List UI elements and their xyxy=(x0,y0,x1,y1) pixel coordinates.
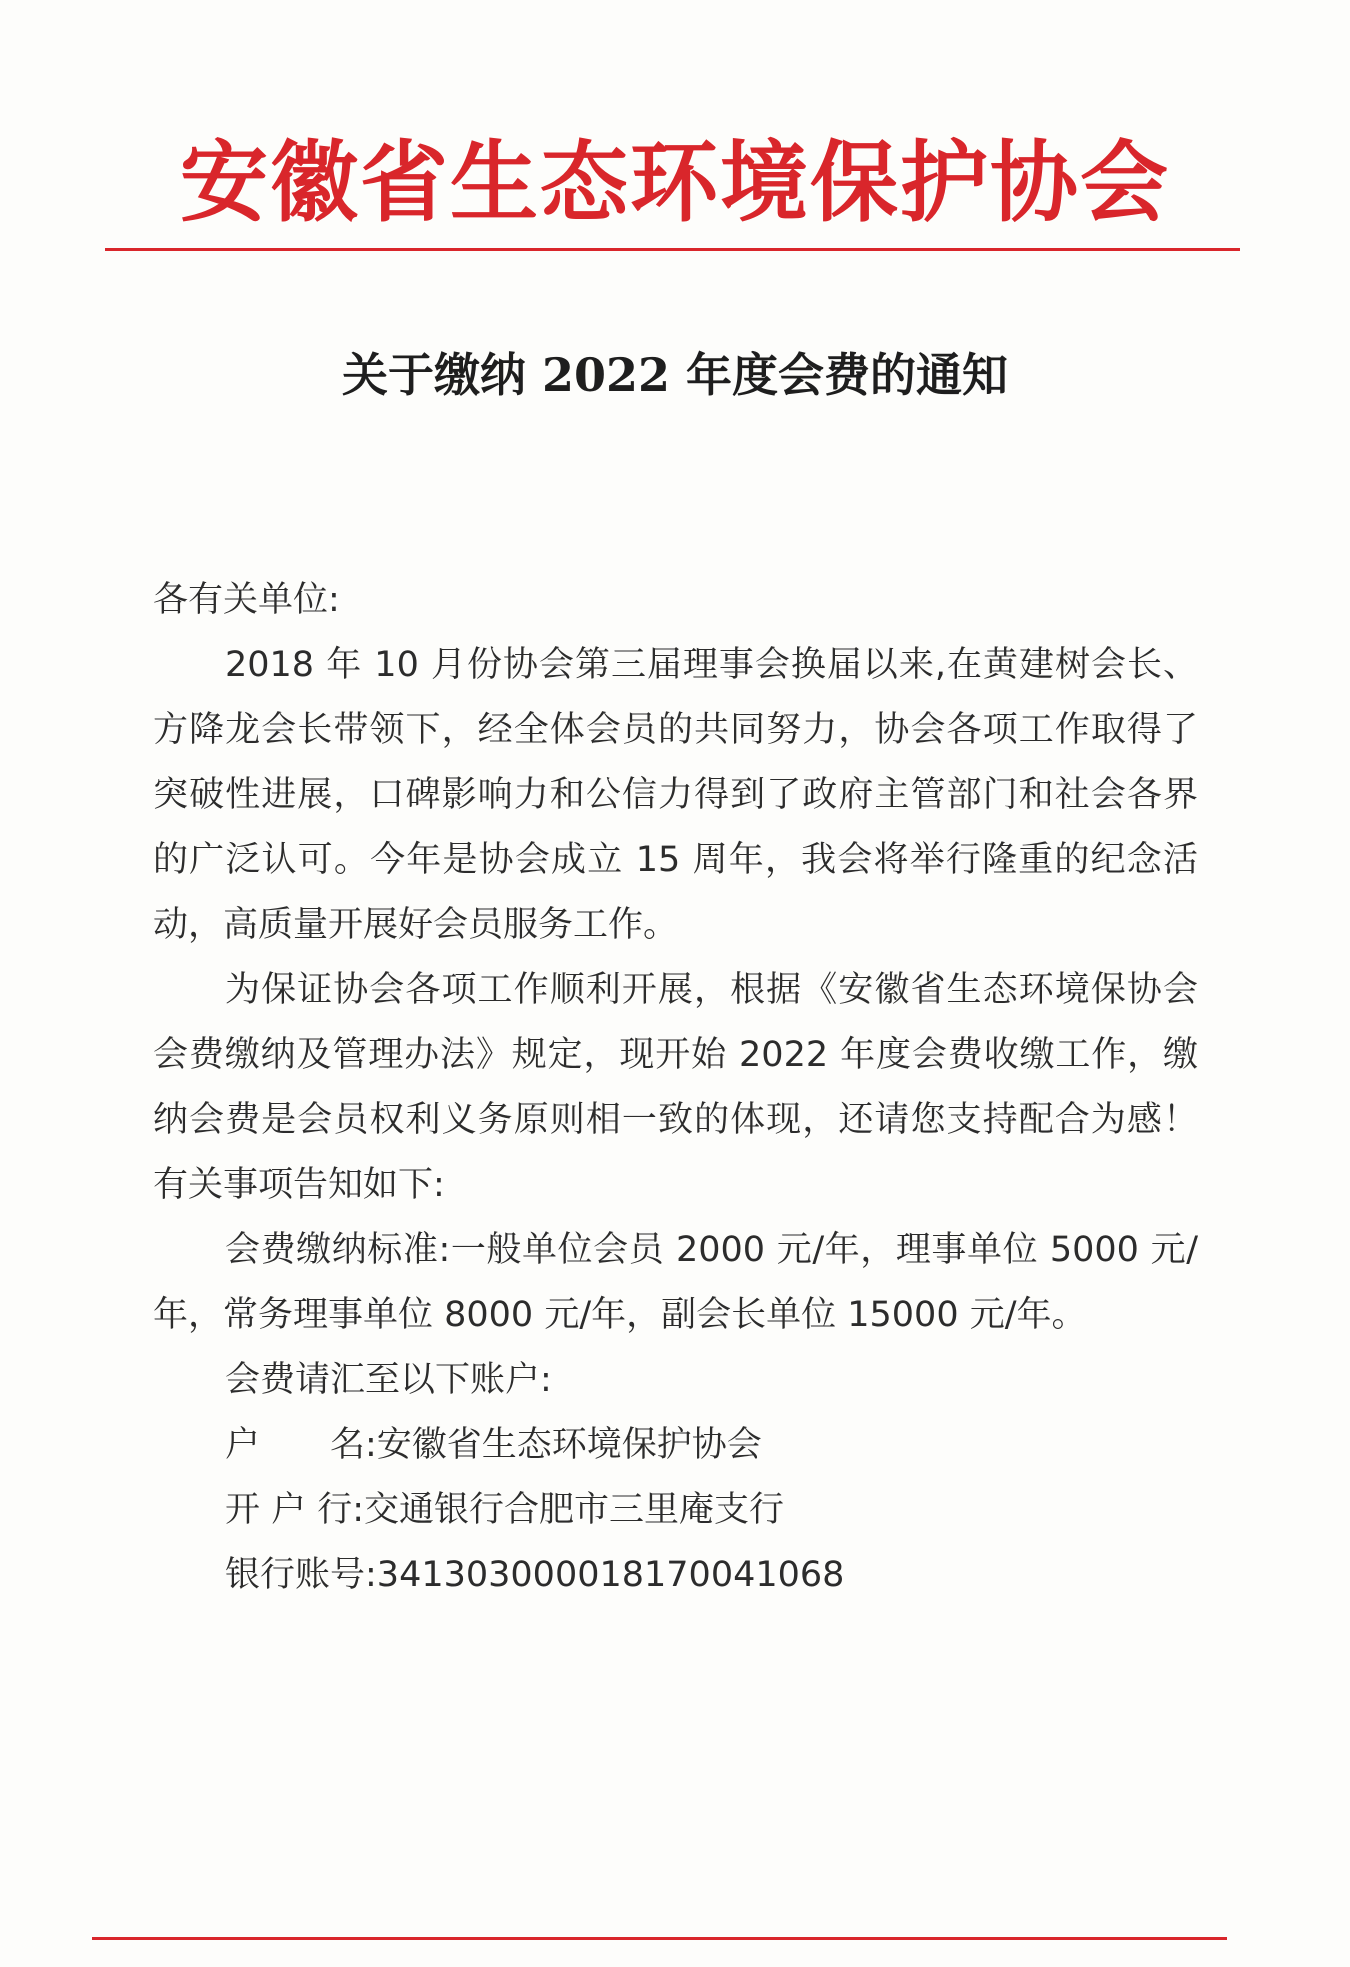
paragraph-fee-standard: 会费缴纳标准:一般单位会员 2000 元/年，理事单位 5000 元/年，常务理事单位 8000 元/年，副会长单位 15000 元/年。 xyxy=(153,1230,1198,1335)
account-bank-label: 开 户 行: xyxy=(225,1490,365,1530)
account-bank-value: 交通银行合肥市三里庵支行 xyxy=(364,1490,785,1530)
footer-red-rule xyxy=(92,1937,1227,1940)
letterhead-org-name: 安徽省生态环境保护协会 xyxy=(179,130,1170,234)
account-name-value: 安徽省生态环境保护协会 xyxy=(376,1425,762,1465)
document-body xyxy=(153,568,1198,1608)
account-number-label: 银行账号: xyxy=(225,1555,377,1595)
account-number-row xyxy=(153,1543,1198,1608)
paragraph-purpose: 为保证协会各项工作顺利开展，根据《安徽省生态环境保协会会费缴纳及管理办法》规定，现开始 2022 年度会费收缴工作，缴纳会费是会员权利义务原则相一致的体现，还请您支持配合为感！有关事项告知如下: xyxy=(153,970,1198,1205)
account-name-row xyxy=(153,1413,1198,1478)
letterhead-red-rule xyxy=(105,248,1240,251)
paragraph-background: 2018 年 10 月份协会第三届理事会换届以来,在黄建树会长、方降龙会长带领下，经全体会员的共同努力，协会各项工作取得了突破性进展，口碑影响力和公信力得到了政府主管部门和社会各界的广泛认可。今年是协会成立 15 周年，我会将举行隆重的纪念活动，高质量开展好会员服务工作。 xyxy=(153,645,1198,945)
account-name-label: 户 名: xyxy=(225,1425,377,1465)
account-number-value: 341303000018170041068 xyxy=(376,1555,845,1595)
salutation: 各有关单位: xyxy=(153,580,340,620)
paragraph-remit-intro: 会费请汇至以下账户: xyxy=(225,1360,552,1400)
account-bank-row xyxy=(153,1478,1198,1543)
document-title: 关于缴纳 2022 年度会费的通知 xyxy=(341,348,1009,402)
